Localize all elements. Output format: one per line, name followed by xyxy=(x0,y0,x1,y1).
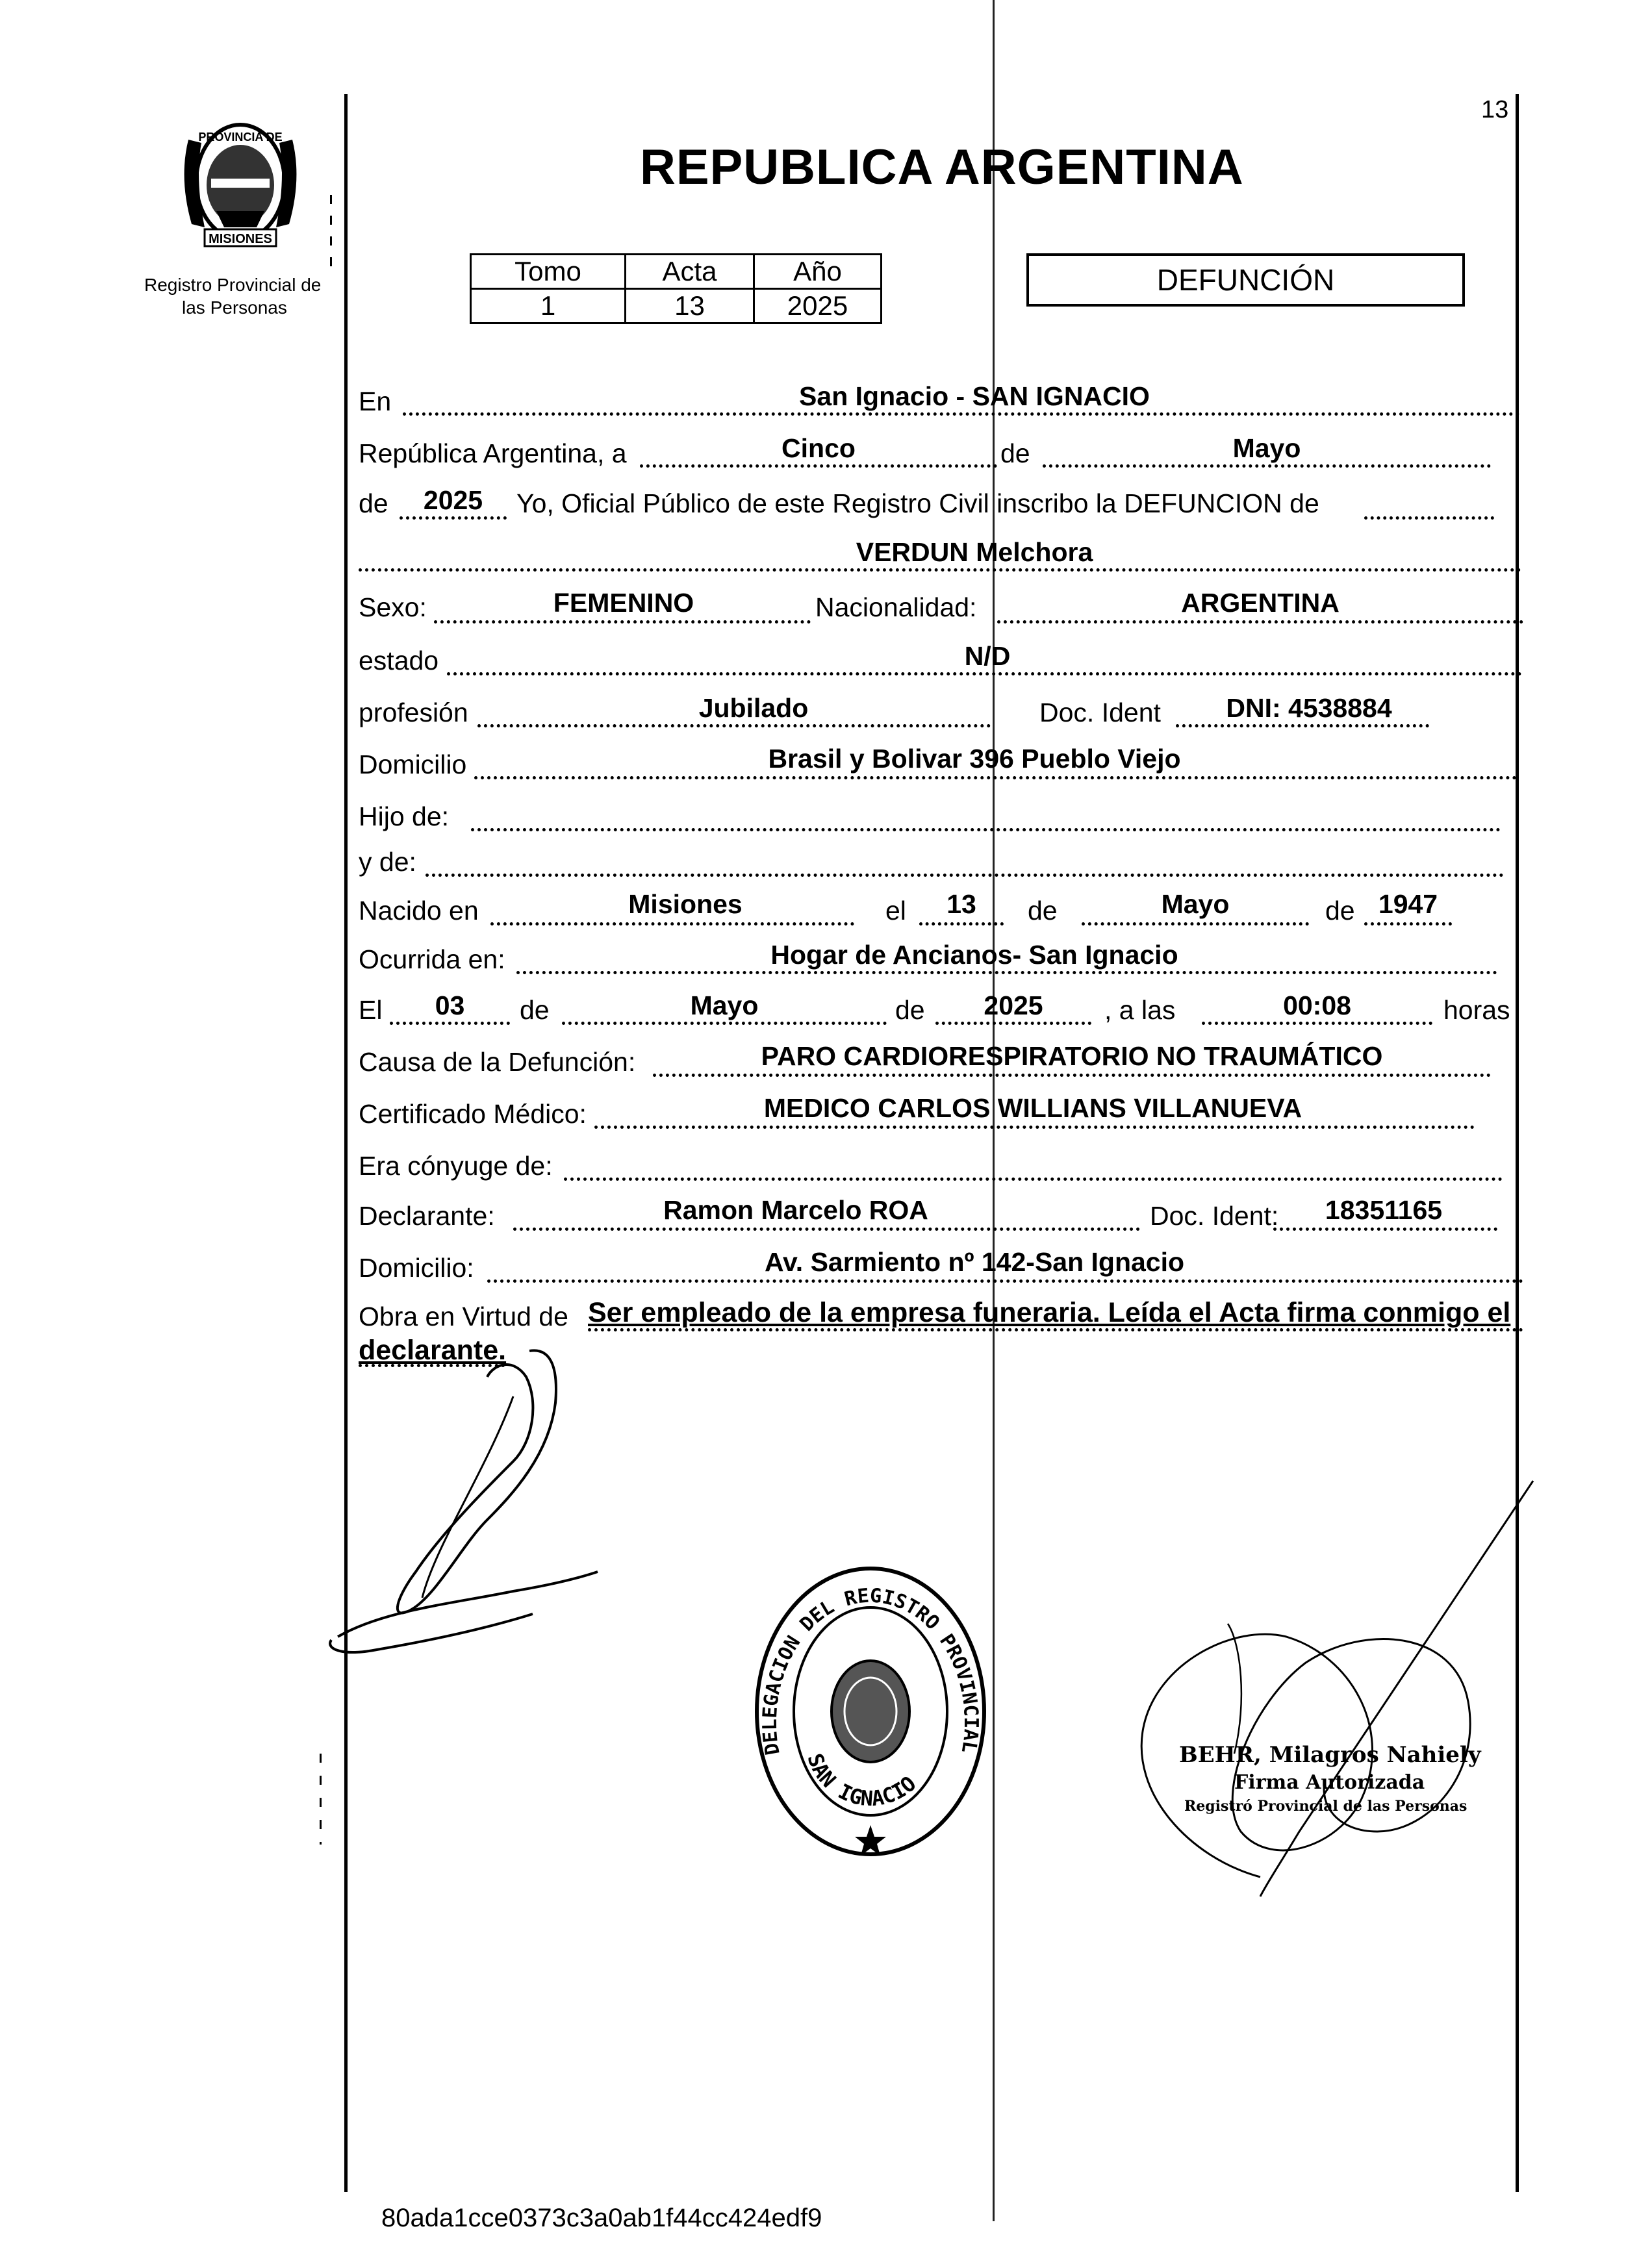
signer-name: BEHR, Milagros Nahiely xyxy=(1179,1742,1481,1768)
sexo-value: FEMENINO xyxy=(553,588,694,618)
logo-bottom-text: MISIONES xyxy=(209,232,272,246)
death-year-dots xyxy=(935,1022,1091,1025)
death-year-value: 2025 xyxy=(984,990,1043,1020)
year-dots xyxy=(400,516,507,520)
table-header-acta: Acta xyxy=(626,255,754,289)
hijo-de-label: Hijo de: xyxy=(359,801,450,831)
month-value: Mayo xyxy=(1232,433,1301,463)
declarant-signature xyxy=(318,1325,611,1689)
conyuge-dots xyxy=(564,1178,1503,1181)
de-label-5: de xyxy=(520,995,550,1025)
obra-value-line2: declarante. xyxy=(359,1335,507,1366)
de-label-3: de xyxy=(1028,896,1058,926)
registry-name-line2: las Personas xyxy=(182,297,287,318)
death-month-dots xyxy=(562,1022,887,1025)
deceased-name: VERDUN Melchora xyxy=(856,537,1093,567)
doc-ident-dots-2 xyxy=(1273,1228,1497,1231)
registry-name-line1: Registro Provincial de xyxy=(144,275,322,295)
ocurrida-label: Ocurrida en: xyxy=(359,944,505,974)
sexo-dots xyxy=(434,620,811,624)
record-number-table xyxy=(470,253,882,324)
table-value-acta: 13 xyxy=(626,289,754,323)
doc-ident-value-2: 18351165 xyxy=(1325,1195,1443,1225)
republica-label: República Argentina, a xyxy=(359,438,627,468)
death-month-value: Mayo xyxy=(690,990,759,1020)
estado-label: estado xyxy=(359,646,439,675)
official-stamp xyxy=(747,1559,994,1864)
registry-logo xyxy=(166,114,315,250)
declarante-value: Ramon Marcelo ROA xyxy=(663,1195,928,1225)
yo-dots xyxy=(1364,516,1494,520)
nacionalidad-dots xyxy=(997,620,1523,624)
name-dots xyxy=(359,568,1521,572)
left-margin-line xyxy=(344,94,348,2192)
day-value: Cinco xyxy=(781,433,856,463)
de-label-6: de xyxy=(895,995,925,1025)
domicilio2-label: Domicilio: xyxy=(359,1253,474,1283)
authorized-signature xyxy=(1091,1468,1546,1909)
month-dots xyxy=(1043,464,1491,468)
y-de-dots xyxy=(426,874,1504,877)
causa-label: Causa de la Defunción: xyxy=(359,1047,636,1077)
nacionalidad-label: Nacionalidad: xyxy=(815,592,977,622)
declarante-label: Declarante: xyxy=(359,1201,495,1231)
ocurrida-dots xyxy=(516,971,1497,974)
birth-month-dots xyxy=(1082,922,1309,926)
profesion-dots xyxy=(477,724,991,727)
birth-day-dots xyxy=(919,922,1004,926)
certificado-label: Certificado Médico: xyxy=(359,1099,587,1129)
page-number: 13 xyxy=(1481,96,1509,123)
conyuge-label: Era cónyuge de: xyxy=(359,1151,553,1181)
doc-ident-label: Doc. Ident xyxy=(1039,698,1161,727)
el-label: el xyxy=(885,896,906,926)
document-hash: 80ada1cce0373c3a0ab1f44cc424edf9 xyxy=(381,2204,822,2232)
horas-label: horas xyxy=(1443,995,1510,1025)
nacido-dots xyxy=(490,922,854,926)
el-label-2: El xyxy=(359,995,383,1025)
left-dash-marks xyxy=(330,195,332,266)
profesion-label: profesión xyxy=(359,698,468,727)
stamp-center-text: SAN IGNACIO xyxy=(802,1750,921,1811)
death-time-dots xyxy=(1202,1022,1432,1025)
doc-ident-dots xyxy=(1176,724,1429,727)
yo-statement: Yo, Oficial Público de este Registro Civil inscribo la DEFUNCION de xyxy=(516,488,1319,518)
sexo-label: Sexo: xyxy=(359,592,427,622)
en-label: En xyxy=(359,386,392,416)
year-value: 2025 xyxy=(423,485,483,515)
domicilio2-value: Av. Sarmiento nº 142-San Ignacio xyxy=(764,1247,1185,1277)
stamp-ring-text: DELEGACION DEL REGISTRO PROVINCIAL xyxy=(758,1584,983,1757)
obra-value-line1: Ser empleado de la empresa funeraria. Leída el Acta firma conmigo el xyxy=(588,1297,1511,1328)
table-header-anio: Año xyxy=(754,255,882,289)
certificado-value: MEDICO CARLOS WILLIANS VILLANUEVA xyxy=(763,1093,1302,1123)
day-dots xyxy=(640,464,997,468)
table-value-tomo: 1 xyxy=(471,289,626,323)
en-value: San Ignacio - SAN IGNACIO xyxy=(799,381,1150,411)
birth-year-dots xyxy=(1364,922,1452,926)
nacionalidad-value: ARGENTINA xyxy=(1181,588,1340,618)
de-label-2: de xyxy=(359,488,388,518)
page-title: REPUBLICA ARGENTINA xyxy=(640,140,1244,195)
causa-value: PARO CARDIORESPIRATORIO NO TRAUMÁTICO xyxy=(761,1041,1383,1071)
nacido-en-label: Nacido en xyxy=(359,896,479,926)
profesion-value: Jubilado xyxy=(698,693,809,723)
a-las-label: , a las xyxy=(1104,995,1176,1025)
causa-dots xyxy=(653,1074,1491,1077)
estado-value: N/D xyxy=(964,641,1011,671)
declarante-dots xyxy=(513,1228,1140,1231)
nacido-value: Misiones xyxy=(628,889,743,919)
doc-ident-value: DNI: 4538884 xyxy=(1226,693,1392,723)
left-dash-marks-2 xyxy=(320,1754,322,1845)
hijo-de-dots xyxy=(471,828,1501,831)
death-time-value: 00:08 xyxy=(1283,990,1351,1020)
obra-dots xyxy=(588,1328,1523,1331)
en-dots xyxy=(403,412,1520,416)
domicilio-value: Brasil y Bolivar 396 Pueblo Viejo xyxy=(768,744,1181,774)
signer-org: Registró Provincial de las Personas xyxy=(1184,1798,1467,1815)
estado-dots xyxy=(447,672,1522,675)
y-de-label: y de: xyxy=(359,847,416,877)
signer-role: Firma Autorizada xyxy=(1234,1771,1425,1794)
table-header-tomo: Tomo xyxy=(471,255,626,289)
record-type-label: DEFUNCIÓN xyxy=(1156,263,1335,297)
domicilio2-dots xyxy=(487,1279,1523,1283)
birth-year-value: 1947 xyxy=(1378,889,1438,919)
obra-label: Obra en Virtud de xyxy=(359,1302,568,1331)
doc-ident-label-2: Doc. Ident: xyxy=(1150,1201,1279,1231)
de-label-4: de xyxy=(1325,896,1355,926)
death-day-dots xyxy=(390,1022,510,1025)
record-type-box xyxy=(1026,253,1465,307)
certificado-dots xyxy=(594,1126,1475,1129)
domicilio-label: Domicilio xyxy=(359,750,467,779)
table-value-anio: 2025 xyxy=(754,289,882,323)
birth-day-value: 13 xyxy=(946,889,976,919)
de-label-1: de xyxy=(1000,438,1030,468)
logo-top-text: PROVINCIA DE xyxy=(198,131,283,144)
birth-month-value: Mayo xyxy=(1161,889,1230,919)
domicilio-dots xyxy=(474,776,1517,779)
death-day-value: 03 xyxy=(435,990,465,1020)
ocurrida-value: Hogar de Ancianos- San Ignacio xyxy=(770,940,1178,970)
